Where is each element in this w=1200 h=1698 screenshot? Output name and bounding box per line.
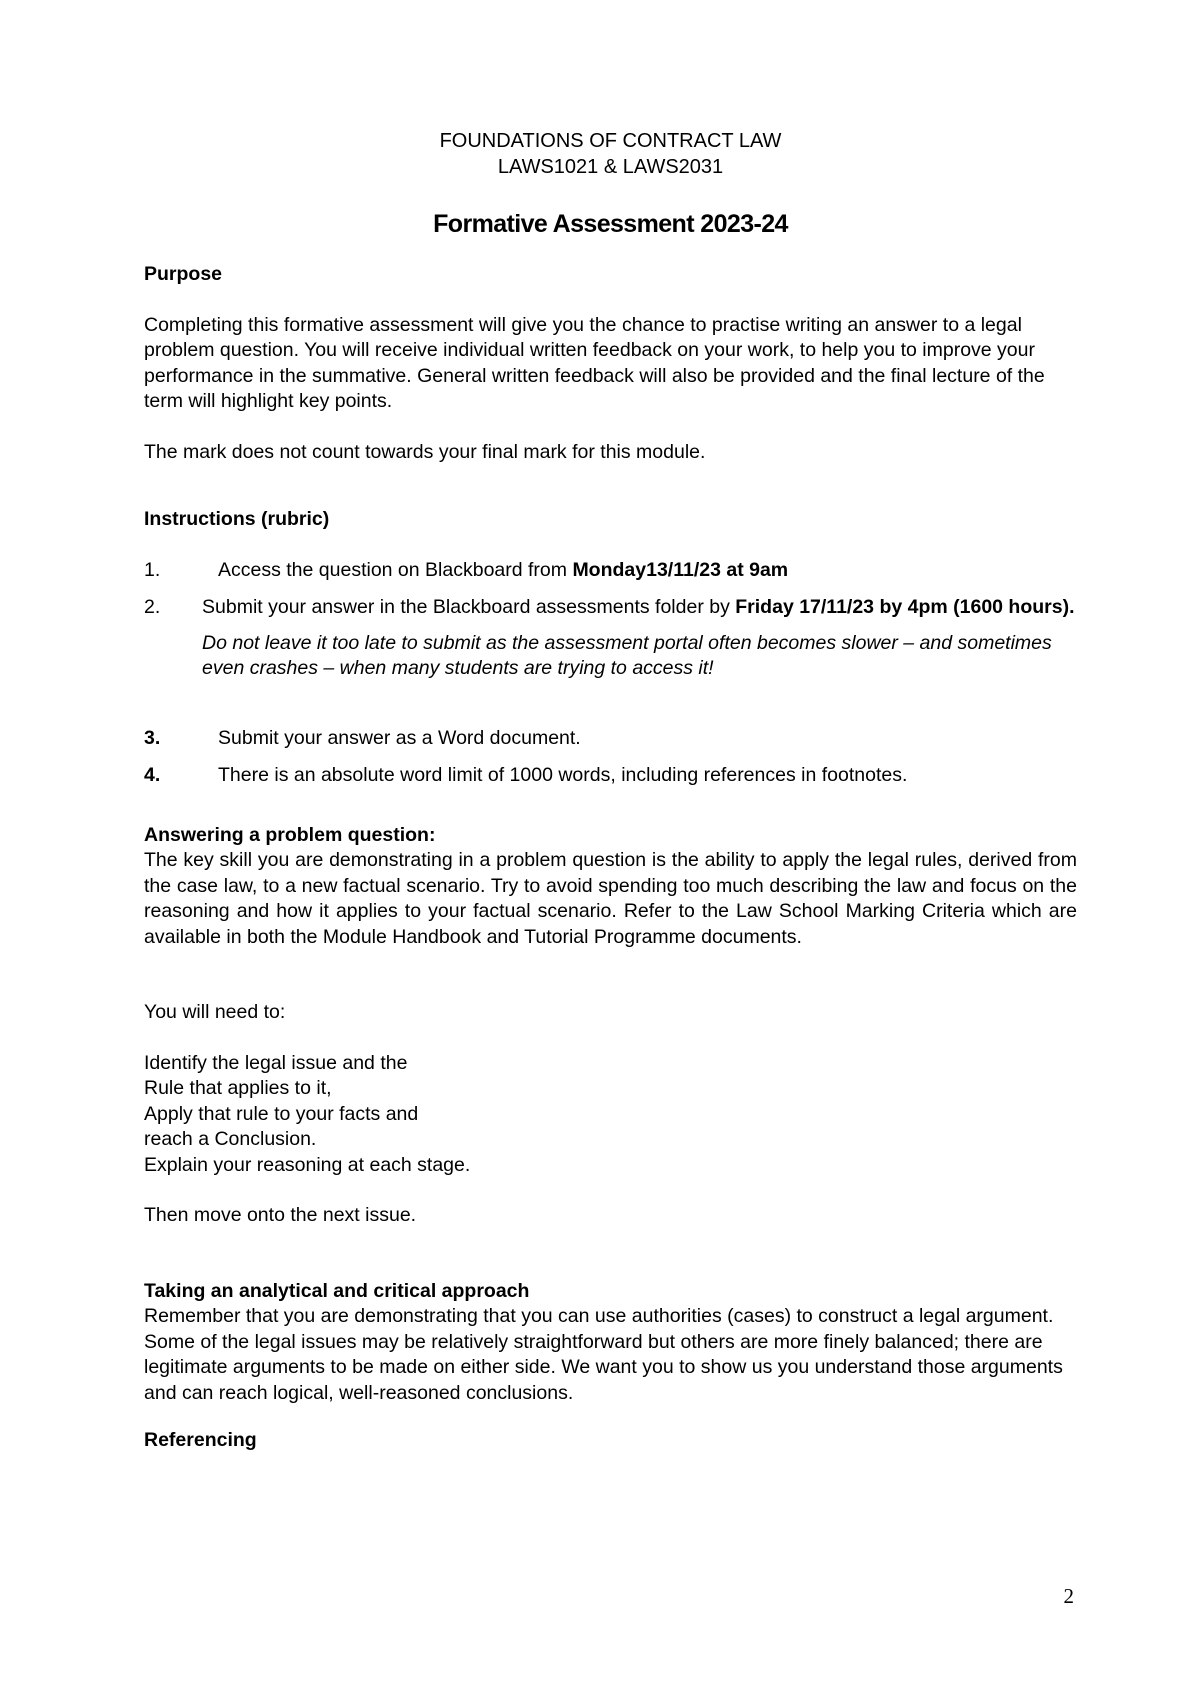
instruction-item-4	[144, 763, 1077, 789]
list-text	[202, 595, 1077, 682]
purpose-heading: Purpose	[144, 263, 223, 285]
instruction-deadline: Friday 17/11/23 by 4pm (1600 hours).	[735, 596, 1075, 618]
instructions-section	[144, 507, 1077, 789]
step-explain: Explain your reasoning at each stage.	[144, 1153, 471, 1176]
page-number: 2	[1063, 1584, 1074, 1608]
document-header	[144, 128, 1077, 240]
page-content	[144, 128, 1077, 1454]
instruction-date: Monday13/11/23 at 9am	[572, 558, 789, 581]
instruction-text: Access the question on Blackboard from	[218, 558, 573, 581]
list-text	[218, 558, 1077, 584]
course-codes: LAWS1021 & LAWS2031	[497, 156, 724, 178]
step-conclusion: reach a Conclusion.	[144, 1128, 317, 1150]
referencing-section	[144, 1428, 1077, 1454]
analytical-section	[144, 1279, 1077, 1407]
list-number: 4.	[144, 764, 161, 786]
purpose-section	[144, 262, 1077, 465]
instruction-item-1	[144, 558, 1077, 584]
answering-paragraph: The key skill you are demonstrating in a problem question is the ability to apply the legal rules, derived from the case law, to a new factual scenario. Try to avoid spending too much describing the law and focus on the reasoning and how it applies to your factual scenario. Refer to the Law School Marking Criteria which are available in both the Module Handbook and Tutorial Programme documents.	[144, 849, 1077, 948]
list-number: 2.	[144, 596, 161, 618]
instructions-heading: Instructions (rubric)	[144, 508, 330, 530]
instruction-item-2	[144, 595, 1077, 682]
instruction-text: Submit your answer in the Blackboard assessments folder by	[202, 596, 736, 618]
referencing-heading: Referencing	[144, 1429, 257, 1451]
answering-section	[144, 823, 1077, 1229]
next-issue: Then move onto the next issue.	[144, 1204, 417, 1226]
list-text: Submit your answer as a Word document.	[218, 726, 581, 749]
step-identify: Identify the legal issue and the	[144, 1051, 408, 1074]
need-to-label: You will need to:	[144, 1001, 286, 1023]
step-apply: Apply that rule to your facts and	[144, 1102, 419, 1125]
list-number: 3.	[144, 726, 161, 749]
list-text: There is an absolute word limit of 1000 words, including references in footnotes.	[218, 764, 908, 786]
purpose-note: The mark does not count towards your final mark for this module.	[144, 440, 706, 463]
analytical-paragraph: Remember that you are demonstrating that you can use authorities (cases) to construct a legal argument. Some of the legal issues may be relatively straightforward but others are more finely balanced; there are legitimate arguments to be made on either side. We want you to show us you understand those arguments and can reach logical, well-reasoned conclusions.	[144, 1305, 1063, 1404]
instruction-item-3	[144, 726, 1077, 752]
assessment-title: Formative Assessment 2023-24	[433, 210, 788, 238]
course-title: FOUNDATIONS OF CONTRACT LAW	[439, 130, 782, 152]
answering-heading: Answering a problem question:	[144, 823, 436, 846]
step-rule: Rule that applies to it,	[144, 1077, 332, 1099]
list-number: 1.	[144, 558, 161, 581]
deadline-warning: Do not leave it too late to submit as the assessment portal often becomes slower – and sometimes even crashes – when many students are trying to access it!	[202, 631, 1052, 679]
analytical-heading: Taking an analytical and critical approach	[144, 1279, 530, 1302]
purpose-paragraph: Completing this formative assessment will give you the chance to practise writing an answer to a legal problem question. You will receive individual written feedback on your work, to help you to improve your performance in the summative. General written feedback will also be provided and the final lecture of the term will highlight key points.	[144, 313, 1045, 412]
